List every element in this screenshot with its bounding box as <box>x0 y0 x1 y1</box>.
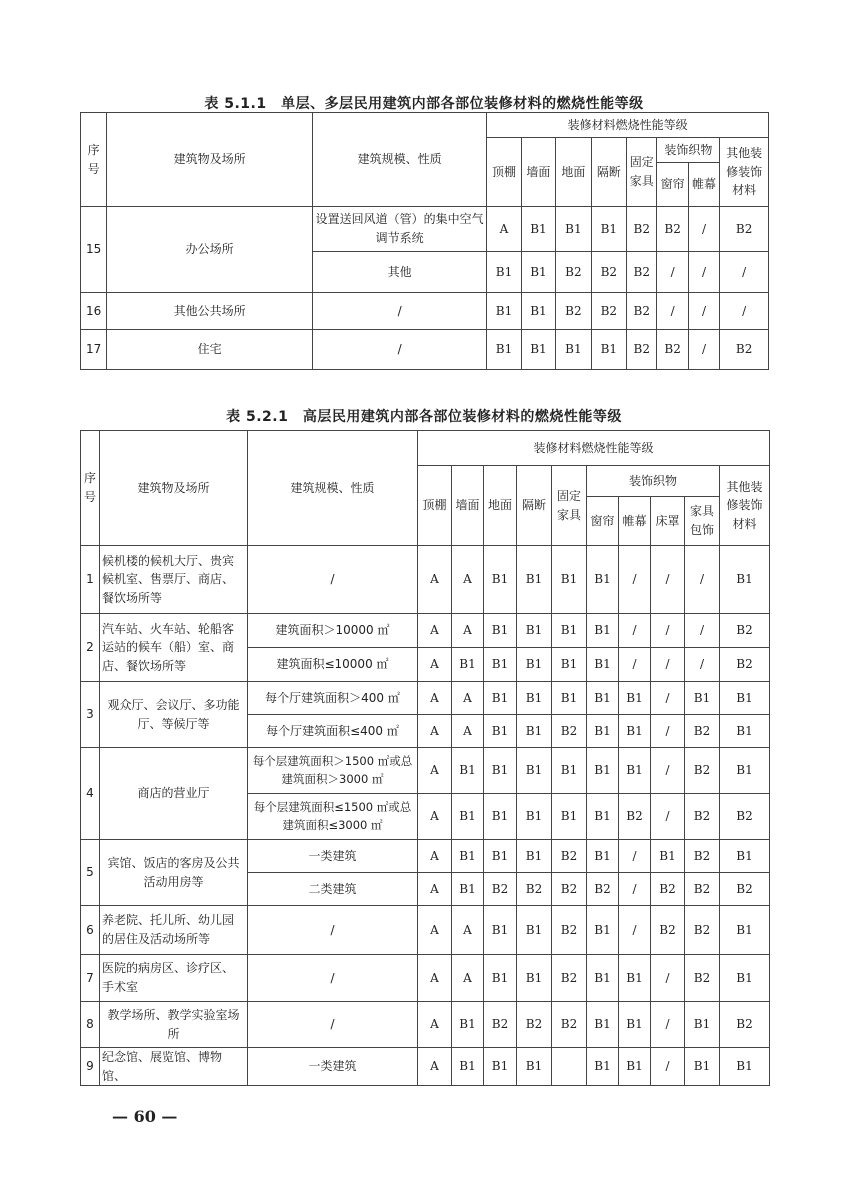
header-floor: 地面 <box>556 138 591 207</box>
value-cell: B2 <box>556 252 591 293</box>
value-cell: A <box>418 794 452 840</box>
value-cell: A <box>487 207 521 252</box>
value-cell: / <box>688 293 719 330</box>
header-ceiling: 顶棚 <box>418 466 452 546</box>
value-cell: / <box>688 330 719 370</box>
value-cell: B1 <box>521 207 555 252</box>
value-cell: B1 <box>452 1048 484 1086</box>
value-cell: B1 <box>517 614 552 648</box>
place-cell: 商店的营业厅 <box>100 748 248 840</box>
value-cell: B1 <box>587 955 619 1002</box>
value-cell: B1 <box>517 682 552 715</box>
seq-cell: 3 <box>81 682 100 748</box>
place-cell: 住宅 <box>107 330 313 370</box>
value-cell: / <box>619 840 651 873</box>
seq-cell: 2 <box>81 614 100 682</box>
scale-cell: 每个厅建筑面积≤400 ㎡ <box>248 715 418 748</box>
header-textile: 装饰织物 <box>657 138 720 163</box>
value-cell: B1 <box>487 252 521 293</box>
value-cell: B2 <box>720 614 770 648</box>
table-row <box>81 330 769 370</box>
scale-cell: / <box>248 955 418 1002</box>
header-grade: 装修材料燃烧性能等级 <box>418 431 770 466</box>
table-row <box>81 682 770 715</box>
value-cell: A <box>418 748 452 794</box>
value-cell: B1 <box>521 252 555 293</box>
value-cell: B1 <box>452 873 484 906</box>
value-cell: B1 <box>452 1002 484 1048</box>
value-cell: B1 <box>517 794 552 840</box>
seq-cell: 16 <box>81 293 107 330</box>
value-cell: / <box>651 648 685 682</box>
value-cell: B1 <box>591 330 626 370</box>
value-cell: / <box>619 648 651 682</box>
value-cell: / <box>720 252 769 293</box>
value-cell: / <box>651 955 685 1002</box>
value-cell: B2 <box>619 794 651 840</box>
value-cell: A <box>452 614 484 648</box>
place-cell: 汽车站、火车站、轮船客运站的候车（船）室、商店、餐饮场所等 <box>100 614 248 682</box>
value-cell: / <box>685 614 720 648</box>
header-textile: 装饰织物 <box>587 466 720 497</box>
table1-caption: 表 5.1.1 单层、多层民用建筑内部各部位装修材料的燃烧性能等级 <box>204 96 644 112</box>
page-number: — 60 — <box>112 1107 178 1126</box>
value-cell: / <box>657 252 688 293</box>
header-curtain: 窗帘 <box>657 163 688 207</box>
value-cell: B1 <box>521 293 555 330</box>
value-cell: A <box>418 546 452 614</box>
value-cell: A <box>418 955 452 1002</box>
value-cell: A <box>452 546 484 614</box>
value-cell: B1 <box>484 715 517 748</box>
value-cell: B1 <box>487 330 521 370</box>
scale-cell: / <box>248 906 418 955</box>
value-cell: B1 <box>552 748 587 794</box>
header-partition: 隔断 <box>517 466 552 546</box>
value-cell: B1 <box>720 955 770 1002</box>
header-grade: 装修材料燃烧性能等级 <box>487 113 769 138</box>
value-cell: B2 <box>627 330 657 370</box>
value-cell: B1 <box>619 715 651 748</box>
header-seq: 序号 <box>81 431 100 546</box>
value-cell: B1 <box>720 840 770 873</box>
place-cell: 观众厅、会议厅、多功能厅、等候厅等 <box>100 682 248 748</box>
seq-cell: 7 <box>81 955 100 1002</box>
value-cell: / <box>619 546 651 614</box>
value-cell: B1 <box>517 840 552 873</box>
value-cell: / <box>651 682 685 715</box>
header-other: 其他装修装饰材料 <box>720 138 769 207</box>
value-cell: B1 <box>484 1048 517 1086</box>
value-cell: A <box>418 682 452 715</box>
value-cell: B1 <box>556 207 591 252</box>
scale-cell: 建筑面积＞10000 ㎡ <box>248 614 418 648</box>
header-bedcover: 床罩 <box>651 497 685 546</box>
value-cell: / <box>619 614 651 648</box>
value-cell: B2 <box>591 293 626 330</box>
seq-cell: 1 <box>81 546 100 614</box>
value-cell: B1 <box>720 1048 770 1086</box>
value-cell: B2 <box>720 207 769 252</box>
place-cell: 办公场所 <box>107 207 313 293</box>
value-cell: B1 <box>484 906 517 955</box>
value-cell: / <box>688 252 719 293</box>
value-cell: B1 <box>552 614 587 648</box>
value-cell: B2 <box>517 873 552 906</box>
value-cell: B2 <box>552 715 587 748</box>
table-row <box>81 1048 770 1086</box>
scale-cell: 一类建筑 <box>248 840 418 873</box>
header-scale: 建筑规模、性质 <box>313 113 487 207</box>
value-cell: A <box>418 906 452 955</box>
value-cell: B1 <box>452 840 484 873</box>
value-cell: B1 <box>720 546 770 614</box>
value-cell: / <box>651 715 685 748</box>
value-cell: B2 <box>685 715 720 748</box>
value-cell: A <box>452 682 484 715</box>
value-cell: B1 <box>484 840 517 873</box>
value-cell: / <box>619 906 651 955</box>
value-cell: B1 <box>552 682 587 715</box>
value-cell: B1 <box>587 840 619 873</box>
value-cell: B1 <box>552 648 587 682</box>
value-cell: B1 <box>685 682 720 715</box>
header-furniture: 固定家具 <box>552 466 587 546</box>
value-cell: B1 <box>587 682 619 715</box>
value-cell: B1 <box>587 1048 619 1086</box>
value-cell: A <box>418 648 452 682</box>
value-cell: B1 <box>619 748 651 794</box>
value-cell: B1 <box>720 906 770 955</box>
value-cell: B1 <box>452 794 484 840</box>
value-cell: B1 <box>517 715 552 748</box>
value-cell: B1 <box>521 330 555 370</box>
value-cell: B2 <box>720 330 769 370</box>
table-row <box>81 748 770 794</box>
value-cell: / <box>651 1048 685 1086</box>
value-cell: B2 <box>685 748 720 794</box>
value-cell: B2 <box>685 873 720 906</box>
value-cell: B1 <box>619 955 651 1002</box>
value-cell: B1 <box>619 682 651 715</box>
table-row <box>81 207 769 252</box>
seq-cell: 5 <box>81 840 100 906</box>
value-cell: B2 <box>484 873 517 906</box>
table-row <box>81 614 770 648</box>
value-cell: B1 <box>720 715 770 748</box>
value-cell: B1 <box>587 1002 619 1048</box>
value-cell: B1 <box>587 794 619 840</box>
header-seq: 序号 <box>81 113 107 207</box>
header-partition: 隔断 <box>591 138 626 207</box>
value-cell: B2 <box>720 648 770 682</box>
value-cell: B1 <box>587 715 619 748</box>
value-cell: B1 <box>517 955 552 1002</box>
seq-cell: 4 <box>81 748 100 840</box>
value-cell: B1 <box>517 648 552 682</box>
table2-caption: 表 5.2.1 高层民用建筑内部各部位装修材料的燃烧性能等级 <box>226 409 622 425</box>
value-cell: A <box>418 1048 452 1086</box>
header-floor: 地面 <box>484 466 517 546</box>
value-cell: / <box>651 546 685 614</box>
table-5-1-1 <box>80 112 769 370</box>
value-cell: B2 <box>552 840 587 873</box>
header-other: 其他装修装饰材料 <box>720 466 770 546</box>
value-cell: A <box>418 614 452 648</box>
value-cell <box>552 1048 587 1086</box>
seq-cell: 8 <box>81 1002 100 1048</box>
value-cell: A <box>452 906 484 955</box>
value-cell: B1 <box>517 546 552 614</box>
value-cell: B1 <box>587 546 619 614</box>
value-cell: B2 <box>587 873 619 906</box>
place-cell: 纪念馆、展览馆、博物馆、 <box>100 1048 248 1086</box>
value-cell: B2 <box>651 873 685 906</box>
value-cell: B1 <box>587 648 619 682</box>
scale-cell: / <box>248 1002 418 1048</box>
header-furnwrap: 家具包饰 <box>685 497 720 546</box>
table-row <box>81 293 769 330</box>
header-ceiling: 顶棚 <box>487 138 521 207</box>
table-row <box>81 546 770 614</box>
scale-cell: 每个层建筑面积＞1500 ㎡或总建筑面积＞3000 ㎡ <box>248 748 418 794</box>
value-cell: B2 <box>657 207 688 252</box>
value-cell: B1 <box>552 794 587 840</box>
scale-cell: 其他 <box>313 252 487 293</box>
value-cell: B2 <box>720 1002 770 1048</box>
value-cell: B1 <box>484 648 517 682</box>
value-cell: B2 <box>627 207 657 252</box>
value-cell: B1 <box>452 748 484 794</box>
place-cell: 宾馆、饭店的客房及公共活动用房等 <box>100 840 248 906</box>
value-cell: B2 <box>720 794 770 840</box>
value-cell: B1 <box>591 207 626 252</box>
value-cell: / <box>688 207 719 252</box>
value-cell: B1 <box>651 840 685 873</box>
scale-cell: 设置送回风道（管）的集中空气调节系统 <box>313 207 487 252</box>
value-cell: B1 <box>517 748 552 794</box>
value-cell: / <box>720 293 769 330</box>
scale-cell: 每个厅建筑面积＞400 ㎡ <box>248 682 418 715</box>
value-cell: / <box>619 873 651 906</box>
value-cell: B1 <box>587 748 619 794</box>
value-cell: B1 <box>517 906 552 955</box>
value-cell: B2 <box>552 955 587 1002</box>
value-cell: B1 <box>517 1048 552 1086</box>
value-cell: B1 <box>619 1002 651 1048</box>
value-cell: B2 <box>517 1002 552 1048</box>
scale-cell: / <box>313 330 487 370</box>
value-cell: B1 <box>452 648 484 682</box>
value-cell: B1 <box>484 748 517 794</box>
table-row <box>81 955 770 1002</box>
value-cell: B2 <box>556 293 591 330</box>
value-cell: A <box>418 873 452 906</box>
value-cell: B1 <box>720 748 770 794</box>
value-cell: A <box>418 1002 452 1048</box>
scale-cell: 每个层建筑面积≤1500 ㎡或总建筑面积≤3000 ㎡ <box>248 794 418 840</box>
value-cell: B1 <box>552 546 587 614</box>
value-cell: B2 <box>720 873 770 906</box>
value-cell: B1 <box>587 614 619 648</box>
header-wall: 墙面 <box>521 138 555 207</box>
table-row <box>81 906 770 955</box>
table-row <box>81 1002 770 1048</box>
value-cell: B1 <box>484 546 517 614</box>
value-cell: / <box>651 614 685 648</box>
place-cell: 教学场所、教学实验室场所 <box>100 1002 248 1048</box>
value-cell: B1 <box>484 614 517 648</box>
header-furniture: 固定家具 <box>627 138 657 207</box>
value-cell: B1 <box>484 682 517 715</box>
header-drape: 帷幕 <box>619 497 651 546</box>
value-cell: A <box>418 715 452 748</box>
header-curtain: 窗帘 <box>587 497 619 546</box>
value-cell: B2 <box>627 293 657 330</box>
value-cell: B2 <box>552 906 587 955</box>
value-cell: / <box>651 748 685 794</box>
value-cell: / <box>651 1002 685 1048</box>
value-cell: A <box>452 955 484 1002</box>
scale-cell: / <box>313 293 487 330</box>
value-cell: B2 <box>651 906 685 955</box>
value-cell: B1 <box>556 330 591 370</box>
place-cell: 候机楼的候机大厅、贵宾候机室、售票厅、商店、餐饮场所等 <box>100 546 248 614</box>
value-cell: B2 <box>552 1002 587 1048</box>
seq-cell: 6 <box>81 906 100 955</box>
value-cell: B2 <box>591 252 626 293</box>
table-row <box>81 840 770 873</box>
value-cell: B1 <box>720 682 770 715</box>
value-cell: B2 <box>484 1002 517 1048</box>
header-place: 建筑物及场所 <box>107 113 313 207</box>
value-cell: / <box>685 546 720 614</box>
value-cell: B1 <box>685 1048 720 1086</box>
value-cell: B1 <box>487 293 521 330</box>
value-cell: B1 <box>619 1048 651 1086</box>
place-cell: 医院的病房区、诊疗区、手术室 <box>100 955 248 1002</box>
seq-cell: 17 <box>81 330 107 370</box>
value-cell: B2 <box>627 252 657 293</box>
place-cell: 养老院、托儿所、幼儿园的居住及活动场所等 <box>100 906 248 955</box>
scale-cell: 一类建筑 <box>248 1048 418 1086</box>
value-cell: B2 <box>552 873 587 906</box>
value-cell: A <box>452 715 484 748</box>
seq-cell: 15 <box>81 207 107 293</box>
table-5-2-1 <box>80 430 770 1086</box>
header-wall: 墙面 <box>452 466 484 546</box>
seq-cell: 9 <box>81 1048 100 1086</box>
header-drape: 帷幕 <box>688 163 719 207</box>
scale-cell: 二类建筑 <box>248 873 418 906</box>
value-cell: / <box>685 648 720 682</box>
value-cell: / <box>651 794 685 840</box>
value-cell: B1 <box>685 1002 720 1048</box>
value-cell: B2 <box>685 906 720 955</box>
value-cell: B2 <box>685 840 720 873</box>
value-cell: A <box>418 840 452 873</box>
value-cell: B2 <box>685 794 720 840</box>
value-cell: / <box>657 293 688 330</box>
header-place: 建筑物及场所 <box>100 431 248 546</box>
header-scale: 建筑规模、性质 <box>248 431 418 546</box>
value-cell: B1 <box>484 955 517 1002</box>
place-cell: 其他公共场所 <box>107 293 313 330</box>
value-cell: B1 <box>484 794 517 840</box>
value-cell: B2 <box>685 955 720 1002</box>
value-cell: B1 <box>587 906 619 955</box>
scale-cell: 建筑面积≤10000 ㎡ <box>248 648 418 682</box>
scale-cell: / <box>248 546 418 614</box>
value-cell: B2 <box>657 330 688 370</box>
